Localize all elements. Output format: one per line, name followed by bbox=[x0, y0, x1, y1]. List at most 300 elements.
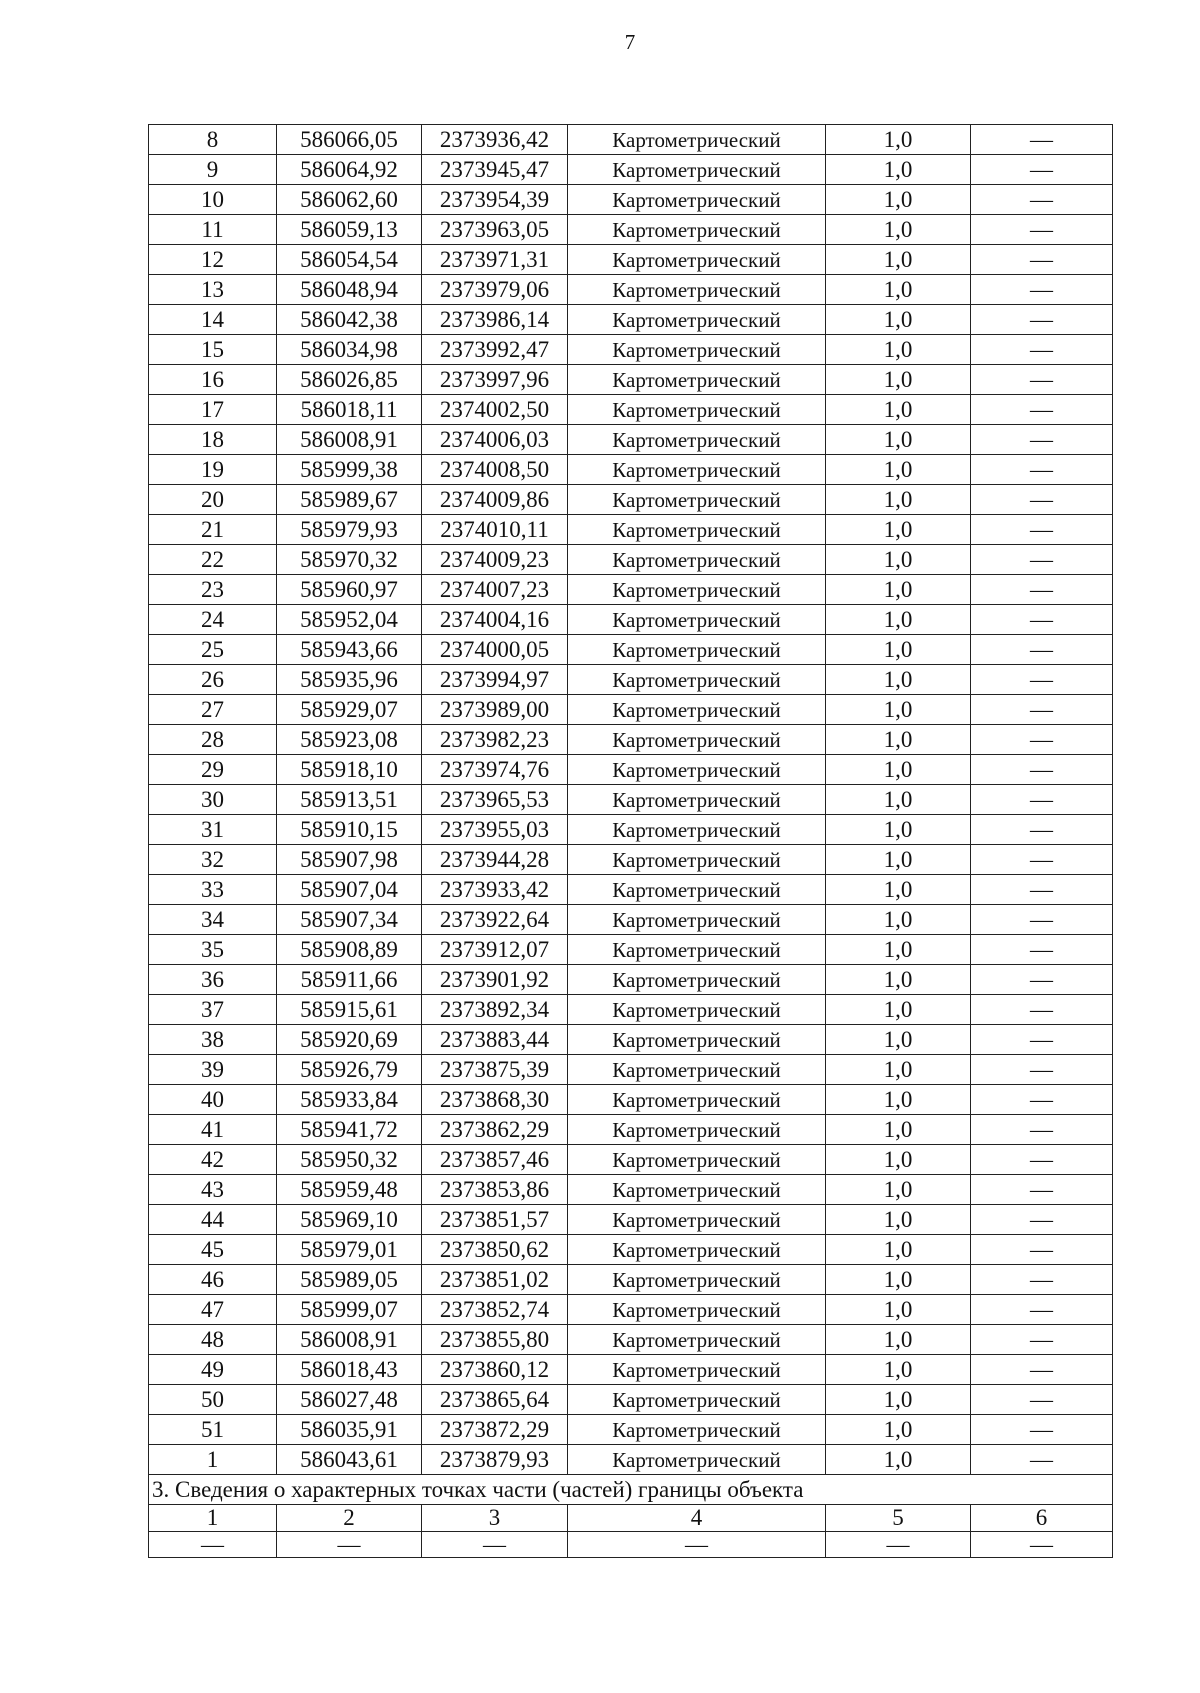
description-cell: — bbox=[971, 1325, 1113, 1355]
column-number: 3 bbox=[422, 1505, 568, 1532]
accuracy-cell: 1,0 bbox=[826, 965, 971, 995]
y-coordinate-cell: 2373965,53 bbox=[422, 785, 568, 815]
point-number-cell: 38 bbox=[149, 1025, 277, 1055]
method-cell: Картометрический bbox=[568, 1385, 826, 1415]
method-cell: Картометрический bbox=[568, 635, 826, 665]
table-row bbox=[149, 785, 1113, 815]
accuracy-cell: 1,0 bbox=[826, 515, 971, 545]
y-coordinate-cell: 2373945,47 bbox=[422, 155, 568, 185]
x-coordinate-cell: 586018,43 bbox=[277, 1355, 422, 1385]
table-row bbox=[149, 1355, 1113, 1385]
boundary-points-table bbox=[148, 124, 1113, 1558]
point-number-cell: 21 bbox=[149, 515, 277, 545]
point-number-cell: 1 bbox=[149, 1445, 277, 1475]
description-cell: — bbox=[971, 755, 1113, 785]
y-coordinate-cell: 2373971,31 bbox=[422, 245, 568, 275]
description-cell: — bbox=[971, 995, 1113, 1025]
point-number-cell: 39 bbox=[149, 1055, 277, 1085]
y-coordinate-cell: 2373922,64 bbox=[422, 905, 568, 935]
x-coordinate-cell: 585950,32 bbox=[277, 1145, 422, 1175]
table-row bbox=[149, 635, 1113, 665]
x-coordinate-cell: 585999,07 bbox=[277, 1295, 422, 1325]
method-cell: Картометрический bbox=[568, 1355, 826, 1385]
accuracy-cell: 1,0 bbox=[826, 215, 971, 245]
description-cell: — bbox=[971, 545, 1113, 575]
point-number-cell: 42 bbox=[149, 1145, 277, 1175]
point-number-cell: 28 bbox=[149, 725, 277, 755]
empty-cell: — bbox=[277, 1532, 422, 1558]
x-coordinate-cell: 585918,10 bbox=[277, 755, 422, 785]
description-cell: — bbox=[971, 245, 1113, 275]
description-cell: — bbox=[971, 395, 1113, 425]
x-coordinate-cell: 585933,84 bbox=[277, 1085, 422, 1115]
point-number-cell: 48 bbox=[149, 1325, 277, 1355]
description-cell: — bbox=[971, 515, 1113, 545]
table-row bbox=[149, 425, 1113, 455]
section-3-title-row bbox=[149, 1475, 1113, 1505]
x-coordinate-cell: 585960,97 bbox=[277, 575, 422, 605]
empty-cell: — bbox=[422, 1532, 568, 1558]
x-coordinate-cell: 585979,01 bbox=[277, 1235, 422, 1265]
point-number-cell: 24 bbox=[149, 605, 277, 635]
y-coordinate-cell: 2374009,86 bbox=[422, 485, 568, 515]
method-cell: Картометрический bbox=[568, 515, 826, 545]
description-cell: — bbox=[971, 845, 1113, 875]
table-row bbox=[149, 1265, 1113, 1295]
accuracy-cell: 1,0 bbox=[826, 1415, 971, 1445]
column-number: 2 bbox=[277, 1505, 422, 1532]
table-row bbox=[149, 1115, 1113, 1145]
x-coordinate-cell: 585907,34 bbox=[277, 905, 422, 935]
x-coordinate-cell: 586064,92 bbox=[277, 155, 422, 185]
description-cell: — bbox=[971, 1205, 1113, 1235]
table-row bbox=[149, 1175, 1113, 1205]
method-cell: Картометрический bbox=[568, 815, 826, 845]
accuracy-cell: 1,0 bbox=[826, 1145, 971, 1175]
point-number-cell: 36 bbox=[149, 965, 277, 995]
method-cell: Картометрический bbox=[568, 575, 826, 605]
method-cell: Картометрический bbox=[568, 1445, 826, 1475]
x-coordinate-cell: 585999,38 bbox=[277, 455, 422, 485]
description-cell: — bbox=[971, 1385, 1113, 1415]
y-coordinate-cell: 2373872,29 bbox=[422, 1415, 568, 1445]
point-number-cell: 32 bbox=[149, 845, 277, 875]
description-cell: — bbox=[971, 725, 1113, 755]
point-number-cell: 50 bbox=[149, 1385, 277, 1415]
accuracy-cell: 1,0 bbox=[826, 845, 971, 875]
point-number-cell: 31 bbox=[149, 815, 277, 845]
method-cell: Картометрический bbox=[568, 1115, 826, 1145]
table-row bbox=[149, 665, 1113, 695]
y-coordinate-cell: 2373986,14 bbox=[422, 305, 568, 335]
y-coordinate-cell: 2374007,23 bbox=[422, 575, 568, 605]
y-coordinate-cell: 2373851,57 bbox=[422, 1205, 568, 1235]
x-coordinate-cell: 585907,98 bbox=[277, 845, 422, 875]
description-cell: — bbox=[971, 1415, 1113, 1445]
point-number-cell: 44 bbox=[149, 1205, 277, 1235]
accuracy-cell: 1,0 bbox=[826, 695, 971, 725]
point-number-cell: 49 bbox=[149, 1355, 277, 1385]
description-cell: — bbox=[971, 425, 1113, 455]
point-number-cell: 23 bbox=[149, 575, 277, 605]
method-cell: Картометрический bbox=[568, 905, 826, 935]
x-coordinate-cell: 585935,96 bbox=[277, 665, 422, 695]
description-cell: — bbox=[971, 1085, 1113, 1115]
y-coordinate-cell: 2373855,80 bbox=[422, 1325, 568, 1355]
y-coordinate-cell: 2373912,07 bbox=[422, 935, 568, 965]
table-row bbox=[149, 545, 1113, 575]
point-number-cell: 25 bbox=[149, 635, 277, 665]
method-cell: Картометрический bbox=[568, 1235, 826, 1265]
method-cell: Картометрический bbox=[568, 1025, 826, 1055]
x-coordinate-cell: 585943,66 bbox=[277, 635, 422, 665]
y-coordinate-cell: 2374000,05 bbox=[422, 635, 568, 665]
x-coordinate-cell: 586035,91 bbox=[277, 1415, 422, 1445]
point-number-cell: 15 bbox=[149, 335, 277, 365]
method-cell: Картометрический bbox=[568, 845, 826, 875]
method-cell: Картометрический bbox=[568, 425, 826, 455]
description-cell: — bbox=[971, 695, 1113, 725]
x-coordinate-cell: 585923,08 bbox=[277, 725, 422, 755]
table-row bbox=[149, 1295, 1113, 1325]
x-coordinate-cell: 586018,11 bbox=[277, 395, 422, 425]
y-coordinate-cell: 2373901,92 bbox=[422, 965, 568, 995]
table-row bbox=[149, 725, 1113, 755]
description-cell: — bbox=[971, 305, 1113, 335]
point-number-cell: 43 bbox=[149, 1175, 277, 1205]
x-coordinate-cell: 586043,61 bbox=[277, 1445, 422, 1475]
point-number-cell: 45 bbox=[149, 1235, 277, 1265]
description-cell: — bbox=[971, 125, 1113, 155]
accuracy-cell: 1,0 bbox=[826, 1235, 971, 1265]
method-cell: Картометрический bbox=[568, 485, 826, 515]
accuracy-cell: 1,0 bbox=[826, 155, 971, 185]
table-row bbox=[149, 305, 1113, 335]
point-number-cell: 18 bbox=[149, 425, 277, 455]
accuracy-cell: 1,0 bbox=[826, 725, 971, 755]
method-cell: Картометрический bbox=[568, 275, 826, 305]
table-row bbox=[149, 1085, 1113, 1115]
column-number: 4 bbox=[568, 1505, 826, 1532]
method-cell: Картометрический bbox=[568, 1205, 826, 1235]
x-coordinate-cell: 586054,54 bbox=[277, 245, 422, 275]
table-row bbox=[149, 845, 1113, 875]
accuracy-cell: 1,0 bbox=[826, 1175, 971, 1205]
table-row bbox=[149, 1385, 1113, 1415]
table-row bbox=[149, 1445, 1113, 1475]
y-coordinate-cell: 2373853,86 bbox=[422, 1175, 568, 1205]
description-cell: — bbox=[971, 455, 1113, 485]
method-cell: Картометрический bbox=[568, 155, 826, 185]
x-coordinate-cell: 585952,04 bbox=[277, 605, 422, 635]
point-number-cell: 30 bbox=[149, 785, 277, 815]
method-cell: Картометрический bbox=[568, 605, 826, 635]
description-cell: — bbox=[971, 605, 1113, 635]
point-number-cell: 51 bbox=[149, 1415, 277, 1445]
y-coordinate-cell: 2373982,23 bbox=[422, 725, 568, 755]
method-cell: Картометрический bbox=[568, 1325, 826, 1355]
accuracy-cell: 1,0 bbox=[826, 395, 971, 425]
description-cell: — bbox=[971, 575, 1113, 605]
description-cell: — bbox=[971, 875, 1113, 905]
y-coordinate-cell: 2373857,46 bbox=[422, 1145, 568, 1175]
method-cell: Картометрический bbox=[568, 305, 826, 335]
table-row bbox=[149, 1145, 1113, 1175]
y-coordinate-cell: 2373944,28 bbox=[422, 845, 568, 875]
point-number-cell: 47 bbox=[149, 1295, 277, 1325]
point-number-cell: 14 bbox=[149, 305, 277, 335]
accuracy-cell: 1,0 bbox=[826, 1265, 971, 1295]
method-cell: Картометрический bbox=[568, 695, 826, 725]
x-coordinate-cell: 585913,51 bbox=[277, 785, 422, 815]
description-cell: — bbox=[971, 365, 1113, 395]
description-cell: — bbox=[971, 935, 1113, 965]
y-coordinate-cell: 2373994,97 bbox=[422, 665, 568, 695]
accuracy-cell: 1,0 bbox=[826, 815, 971, 845]
y-coordinate-cell: 2374009,23 bbox=[422, 545, 568, 575]
method-cell: Картометрический bbox=[568, 245, 826, 275]
description-cell: — bbox=[971, 185, 1113, 215]
accuracy-cell: 1,0 bbox=[826, 575, 971, 605]
table-row bbox=[149, 965, 1113, 995]
y-coordinate-cell: 2374002,50 bbox=[422, 395, 568, 425]
method-cell: Картометрический bbox=[568, 1145, 826, 1175]
y-coordinate-cell: 2373875,39 bbox=[422, 1055, 568, 1085]
method-cell: Картометрический bbox=[568, 335, 826, 365]
method-cell: Картометрический bbox=[568, 755, 826, 785]
section-3-empty-row bbox=[149, 1532, 1113, 1558]
description-cell: — bbox=[971, 1055, 1113, 1085]
accuracy-cell: 1,0 bbox=[826, 1445, 971, 1475]
y-coordinate-cell: 2373879,93 bbox=[422, 1445, 568, 1475]
x-coordinate-cell: 586048,94 bbox=[277, 275, 422, 305]
accuracy-cell: 1,0 bbox=[826, 335, 971, 365]
description-cell: — bbox=[971, 1235, 1113, 1265]
method-cell: Картометрический bbox=[568, 1055, 826, 1085]
table-row bbox=[149, 365, 1113, 395]
table-row bbox=[149, 1325, 1113, 1355]
y-coordinate-cell: 2373933,42 bbox=[422, 875, 568, 905]
x-coordinate-cell: 585969,10 bbox=[277, 1205, 422, 1235]
y-coordinate-cell: 2373892,34 bbox=[422, 995, 568, 1025]
y-coordinate-cell: 2374008,50 bbox=[422, 455, 568, 485]
table-row bbox=[149, 875, 1113, 905]
point-number-cell: 34 bbox=[149, 905, 277, 935]
point-number-cell: 20 bbox=[149, 485, 277, 515]
method-cell: Картометрический bbox=[568, 725, 826, 755]
x-coordinate-cell: 585907,04 bbox=[277, 875, 422, 905]
y-coordinate-cell: 2373868,30 bbox=[422, 1085, 568, 1115]
description-cell: — bbox=[971, 1175, 1113, 1205]
accuracy-cell: 1,0 bbox=[826, 605, 971, 635]
empty-cell: — bbox=[568, 1532, 826, 1558]
method-cell: Картометрический bbox=[568, 395, 826, 425]
x-coordinate-cell: 585911,66 bbox=[277, 965, 422, 995]
accuracy-cell: 1,0 bbox=[826, 1025, 971, 1055]
point-number-cell: 35 bbox=[149, 935, 277, 965]
x-coordinate-cell: 586027,48 bbox=[277, 1385, 422, 1415]
accuracy-cell: 1,0 bbox=[826, 185, 971, 215]
x-coordinate-cell: 585910,15 bbox=[277, 815, 422, 845]
points-table-body bbox=[149, 125, 1113, 1475]
method-cell: Картометрический bbox=[568, 965, 826, 995]
table-row bbox=[149, 755, 1113, 785]
y-coordinate-cell: 2374004,16 bbox=[422, 605, 568, 635]
method-cell: Картометрический bbox=[568, 1295, 826, 1325]
y-coordinate-cell: 2373860,12 bbox=[422, 1355, 568, 1385]
y-coordinate-cell: 2373974,76 bbox=[422, 755, 568, 785]
method-cell: Картометрический bbox=[568, 185, 826, 215]
table-row bbox=[149, 455, 1113, 485]
method-cell: Картометрический bbox=[568, 665, 826, 695]
x-coordinate-cell: 585941,72 bbox=[277, 1115, 422, 1145]
description-cell: — bbox=[971, 785, 1113, 815]
table-row bbox=[149, 215, 1113, 245]
accuracy-cell: 1,0 bbox=[826, 1205, 971, 1235]
point-number-cell: 9 bbox=[149, 155, 277, 185]
section-3-header-row bbox=[149, 1505, 1113, 1532]
description-cell: — bbox=[971, 275, 1113, 305]
column-number: 5 bbox=[826, 1505, 971, 1532]
y-coordinate-cell: 2373955,03 bbox=[422, 815, 568, 845]
x-coordinate-cell: 585920,69 bbox=[277, 1025, 422, 1055]
description-cell: — bbox=[971, 155, 1113, 185]
x-coordinate-cell: 586066,05 bbox=[277, 125, 422, 155]
accuracy-cell: 1,0 bbox=[826, 635, 971, 665]
x-coordinate-cell: 586008,91 bbox=[277, 1325, 422, 1355]
x-coordinate-cell: 585926,79 bbox=[277, 1055, 422, 1085]
accuracy-cell: 1,0 bbox=[826, 545, 971, 575]
point-number-cell: 17 bbox=[149, 395, 277, 425]
x-coordinate-cell: 585970,32 bbox=[277, 545, 422, 575]
accuracy-cell: 1,0 bbox=[826, 1385, 971, 1415]
description-cell: — bbox=[971, 635, 1113, 665]
point-number-cell: 12 bbox=[149, 245, 277, 275]
method-cell: Картометрический bbox=[568, 455, 826, 485]
point-number-cell: 26 bbox=[149, 665, 277, 695]
column-number: 6 bbox=[971, 1505, 1113, 1532]
method-cell: Картометрический bbox=[568, 1175, 826, 1205]
x-coordinate-cell: 585929,07 bbox=[277, 695, 422, 725]
table-row bbox=[149, 605, 1113, 635]
method-cell: Картометрический bbox=[568, 995, 826, 1025]
point-number-cell: 8 bbox=[149, 125, 277, 155]
description-cell: — bbox=[971, 335, 1113, 365]
table-row bbox=[149, 695, 1113, 725]
point-number-cell: 22 bbox=[149, 545, 277, 575]
point-number-cell: 13 bbox=[149, 275, 277, 305]
point-number-cell: 29 bbox=[149, 755, 277, 785]
section-3-body bbox=[149, 1475, 1113, 1558]
y-coordinate-cell: 2373936,42 bbox=[422, 125, 568, 155]
table-row bbox=[149, 1415, 1113, 1445]
method-cell: Картометрический bbox=[568, 875, 826, 905]
description-cell: — bbox=[971, 1265, 1113, 1295]
point-number-cell: 41 bbox=[149, 1115, 277, 1145]
method-cell: Картометрический bbox=[568, 1085, 826, 1115]
accuracy-cell: 1,0 bbox=[826, 125, 971, 155]
method-cell: Картометрический bbox=[568, 1415, 826, 1445]
empty-cell: — bbox=[149, 1532, 277, 1558]
x-coordinate-cell: 586026,85 bbox=[277, 365, 422, 395]
y-coordinate-cell: 2373989,00 bbox=[422, 695, 568, 725]
table-row bbox=[149, 1055, 1113, 1085]
description-cell: — bbox=[971, 665, 1113, 695]
accuracy-cell: 1,0 bbox=[826, 365, 971, 395]
table-row bbox=[149, 125, 1113, 155]
table-row bbox=[149, 1205, 1113, 1235]
empty-cell: — bbox=[971, 1532, 1113, 1558]
y-coordinate-cell: 2373963,05 bbox=[422, 215, 568, 245]
table-row bbox=[149, 395, 1113, 425]
point-number-cell: 37 bbox=[149, 995, 277, 1025]
table-row bbox=[149, 155, 1113, 185]
column-number: 1 bbox=[149, 1505, 277, 1532]
accuracy-cell: 1,0 bbox=[826, 275, 971, 305]
accuracy-cell: 1,0 bbox=[826, 425, 971, 455]
accuracy-cell: 1,0 bbox=[826, 755, 971, 785]
point-number-cell: 33 bbox=[149, 875, 277, 905]
x-coordinate-cell: 586042,38 bbox=[277, 305, 422, 335]
accuracy-cell: 1,0 bbox=[826, 1295, 971, 1325]
description-cell: — bbox=[971, 905, 1113, 935]
point-number-cell: 27 bbox=[149, 695, 277, 725]
accuracy-cell: 1,0 bbox=[826, 875, 971, 905]
x-coordinate-cell: 585989,05 bbox=[277, 1265, 422, 1295]
y-coordinate-cell: 2373850,62 bbox=[422, 1235, 568, 1265]
accuracy-cell: 1,0 bbox=[826, 1115, 971, 1145]
x-coordinate-cell: 585959,48 bbox=[277, 1175, 422, 1205]
accuracy-cell: 1,0 bbox=[826, 785, 971, 815]
description-cell: — bbox=[971, 1025, 1113, 1055]
y-coordinate-cell: 2373852,74 bbox=[422, 1295, 568, 1325]
accuracy-cell: 1,0 bbox=[826, 485, 971, 515]
y-coordinate-cell: 2373851,02 bbox=[422, 1265, 568, 1295]
y-coordinate-cell: 2373997,96 bbox=[422, 365, 568, 395]
method-cell: Картометрический bbox=[568, 545, 826, 575]
table-row bbox=[149, 1235, 1113, 1265]
accuracy-cell: 1,0 bbox=[826, 245, 971, 275]
description-cell: — bbox=[971, 965, 1113, 995]
method-cell: Картометрический bbox=[568, 365, 826, 395]
table-row bbox=[149, 905, 1113, 935]
method-cell: Картометрический bbox=[568, 785, 826, 815]
description-cell: — bbox=[971, 815, 1113, 845]
y-coordinate-cell: 2373954,39 bbox=[422, 185, 568, 215]
x-coordinate-cell: 585989,67 bbox=[277, 485, 422, 515]
x-coordinate-cell: 585908,89 bbox=[277, 935, 422, 965]
table-row bbox=[149, 245, 1113, 275]
y-coordinate-cell: 2374006,03 bbox=[422, 425, 568, 455]
y-coordinate-cell: 2373862,29 bbox=[422, 1115, 568, 1145]
table-row bbox=[149, 335, 1113, 365]
accuracy-cell: 1,0 bbox=[826, 995, 971, 1025]
section-3-title: 3. Сведения о характерных точках части (частей) границы объекта bbox=[149, 1475, 1113, 1505]
y-coordinate-cell: 2374010,11 bbox=[422, 515, 568, 545]
table-row bbox=[149, 995, 1113, 1025]
empty-cell: — bbox=[826, 1532, 971, 1558]
accuracy-cell: 1,0 bbox=[826, 1355, 971, 1385]
table-row bbox=[149, 935, 1113, 965]
method-cell: Картометрический bbox=[568, 935, 826, 965]
method-cell: Картометрический bbox=[568, 125, 826, 155]
description-cell: — bbox=[971, 1445, 1113, 1475]
table-row bbox=[149, 575, 1113, 605]
method-cell: Картометрический bbox=[568, 215, 826, 245]
accuracy-cell: 1,0 bbox=[826, 305, 971, 335]
point-number-cell: 46 bbox=[149, 1265, 277, 1295]
x-coordinate-cell: 586008,91 bbox=[277, 425, 422, 455]
